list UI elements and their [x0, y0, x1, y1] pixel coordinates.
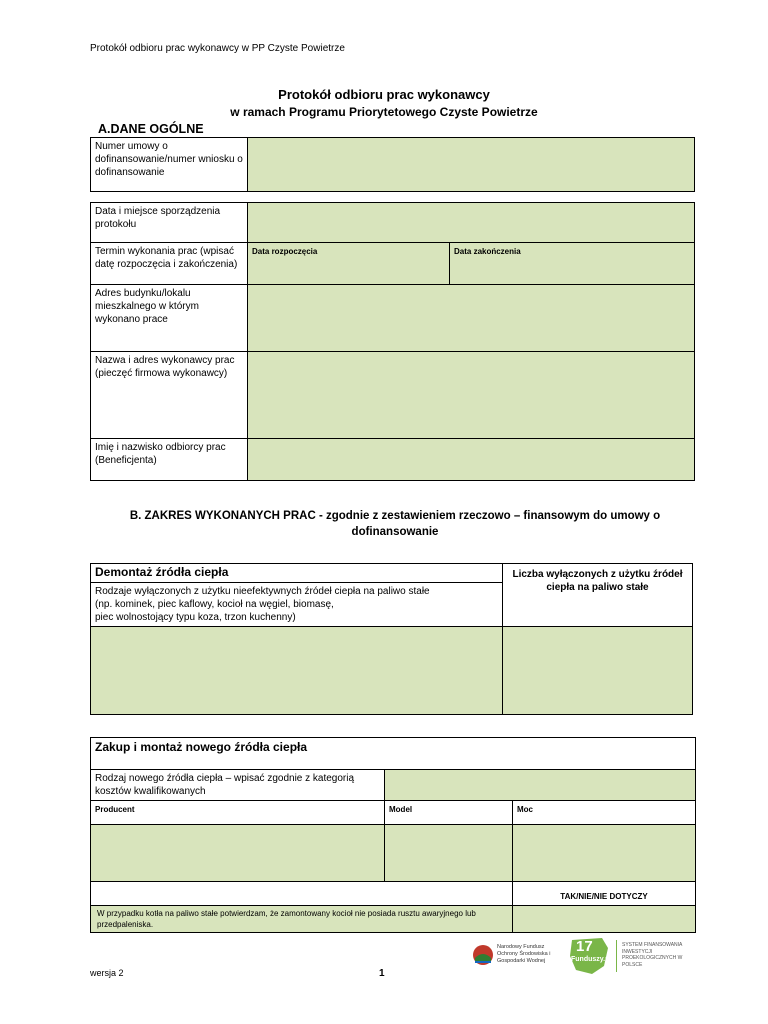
- model-label: Model: [385, 801, 513, 825]
- answer-field[interactable]: [513, 906, 696, 933]
- purchase-heading-cell: [91, 738, 696, 770]
- logo-divider: [616, 940, 617, 972]
- date-place-field[interactable]: [248, 203, 695, 243]
- contractor-field[interactable]: [248, 352, 695, 439]
- nfosigw-logo-text: Narodowy Fundusz Ochrony Środowiska i Gospodarki Wodnej: [497, 944, 551, 964]
- source-type-label: Rodzaj nowego źródła ciepła – wpisać zgodnie z kategorią kosztów kwalifikowanych: [91, 770, 385, 801]
- dismantle-desc-line3: piec wolnostojący typu koza, trzon kuchenny): [95, 612, 296, 623]
- start-date-field[interactable]: [248, 243, 450, 285]
- contractor-label: Nazwa i adres wykonawcy prac (pieczęć firmowa wykonawcy): [91, 352, 248, 439]
- dismantle-types-field[interactable]: [91, 627, 503, 715]
- source-type-field[interactable]: [385, 770, 696, 801]
- address-field[interactable]: [248, 285, 695, 352]
- page-number: 1: [379, 968, 385, 979]
- page-title: Protokół odbioru prac wykonawcy: [278, 87, 490, 102]
- statement-header-blank: [91, 882, 513, 906]
- system-logo-text: SYSTEM FINANSOWANIA INWESTYCJI PROEKOLOGICZNYCH W POLSCE: [622, 942, 683, 968]
- dismantle-heading-cell: [91, 564, 503, 583]
- answer-label: TAK/NIE/NIE DOTYCZY: [513, 882, 696, 906]
- term-label: Termin wykonania prac (wpisać datę rozpoczęcia i zakończenia): [91, 243, 248, 285]
- general-data-table: [90, 202, 695, 481]
- start-date-label: Data rozpoczęcia: [252, 247, 318, 256]
- power-label: Moc: [513, 801, 696, 825]
- funduszy-text: Funduszy.pl: [571, 956, 612, 963]
- footer-logos: [472, 936, 712, 978]
- producer-field[interactable]: [91, 825, 385, 882]
- funduszy-logo: [568, 936, 610, 976]
- dismantle-count-field[interactable]: [503, 627, 693, 715]
- section-b-heading: B. ZAKRES WYKONANYCH PRAC - zgodnie z zestawieniem rzeczowo – finansowym do umowy o dofinansowanie: [129, 510, 661, 538]
- address-label: Adres budynku/lokalu mieszkalnego w którym wykonano prace: [91, 285, 248, 352]
- power-field[interactable]: [513, 825, 696, 882]
- recipient-label: Imię i nazwisko odbiorcy prac (Beneficjenta): [91, 439, 248, 481]
- model-field[interactable]: [385, 825, 513, 882]
- producer-label: Producent: [91, 801, 385, 825]
- dismantle-desc-line2: (np. kominek, piec kaflowy, kocioł na węgiel, biomasę,: [95, 599, 334, 610]
- dismantle-table: [90, 563, 693, 715]
- dismantle-heading: Demontaż źródła ciepła: [95, 565, 229, 579]
- end-date-label: Data zakończenia: [454, 247, 521, 256]
- count-label: Liczba wyłączonych z użytku źródeł ciepła na paliwo stałe: [503, 564, 693, 627]
- section-a-heading: A.DANE OGÓLNE: [98, 122, 204, 136]
- end-date-field[interactable]: [450, 243, 695, 285]
- version-label: wersja 2: [90, 968, 124, 978]
- dismantle-desc-cell: [91, 583, 503, 627]
- purchase-table: [90, 737, 696, 933]
- page-subtitle: w ramach Programu Priorytetowego Czyste Powietrze: [230, 105, 538, 119]
- contract-label: Numer umowy o dofinansowanie/numer wniosku o dofinansowanie: [91, 138, 248, 192]
- statement-text: W przypadku kotła na paliwo stałe potwierdzam, że zamontowany kocioł nie posiada rusztu awaryjnego lub przedpaleniska.: [91, 906, 513, 933]
- purchase-heading: Zakup i montaż nowego źródła ciepła: [95, 740, 308, 754]
- dismantle-desc-line1: Rodzaje wyłączonych z użytku nieefektywnych źródeł ciepła na paliwo stałe: [95, 586, 430, 597]
- contract-table: [90, 137, 695, 192]
- running-header: Protokół odbioru prac wykonawcy w PP Czyste Powietrze: [90, 43, 345, 54]
- nfosigw-logo-icon: [472, 944, 494, 966]
- date-place-label: Data i miejsce sporządzenia protokołu: [91, 203, 248, 243]
- funduszy-number: 17: [576, 938, 593, 955]
- contract-number-field[interactable]: [248, 138, 695, 192]
- recipient-field[interactable]: [248, 439, 695, 481]
